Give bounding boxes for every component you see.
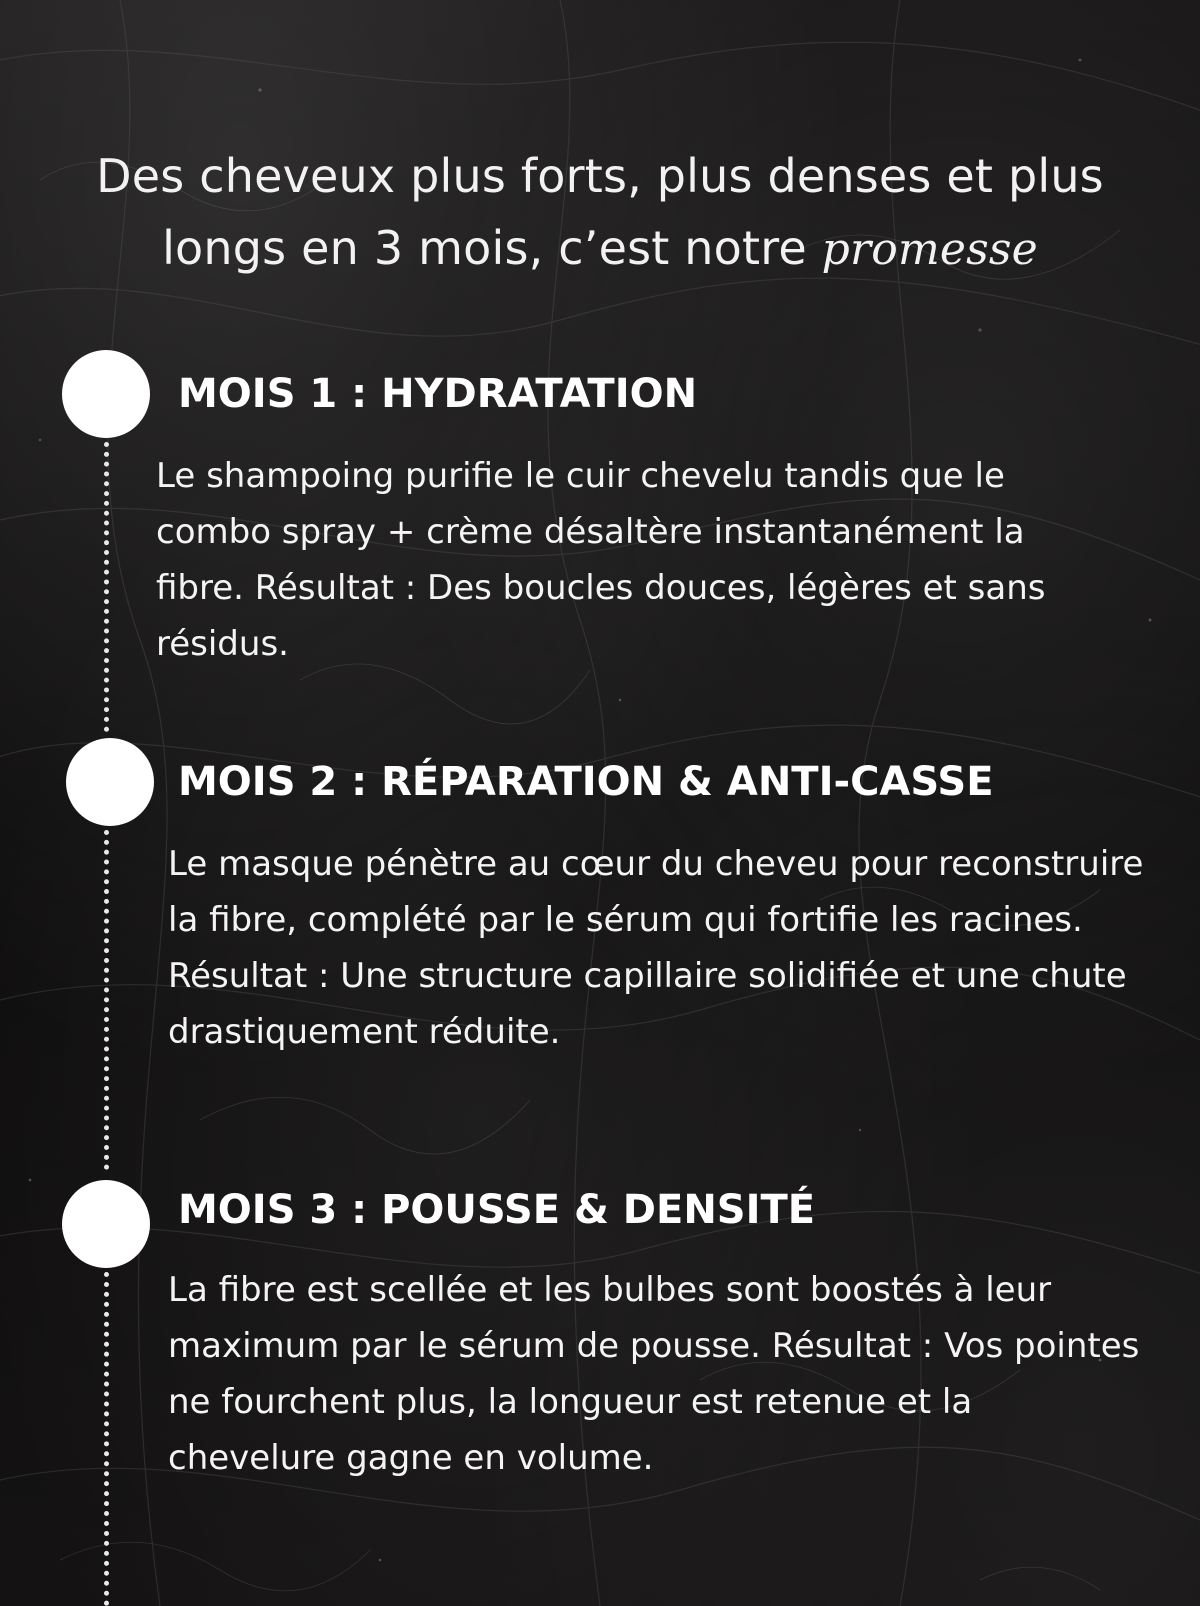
timeline-connector-1: [104, 442, 109, 732]
headline-text: Des cheveux plus forts, plus denses et plus longs en 3 mois, c’est notre: [96, 149, 1104, 275]
month-3-title: MOIS 3 : POUSSE & DENSITÉ: [178, 1187, 816, 1233]
month-2-title: MOIS 2 : RÉPARATION & ANTI-CASSE: [178, 759, 994, 805]
month-1-title: MOIS 1 : HYDRATATION: [178, 371, 698, 417]
month-2-description: Le masque pénètre au cœur du cheveu pour reconstruire la fibre, complété par le sérum qui fortifie les racines. Résultat : Une structure capillaire solidifiée et une chute drastiquement réduite.: [168, 844, 1144, 1052]
month-1-description: Le shampoing purifie le cuir chevelu tandis que le combo spray + crème désaltère instantanément la fibre. Résultat : Des boucles douces, légères et sans résidus.: [156, 456, 1046, 664]
headline: [60, 140, 1140, 286]
month-3-description: La fibre est scellée et les bulbes sont boostés à leur maximum par le sérum de pousse. Résultat : Vos pointes ne fourchent plus, la longueur est retenue et la chevelure gagne en volume.: [168, 1270, 1140, 1478]
headline-accent-word: promesse: [821, 224, 1038, 275]
timeline-connector-3: [104, 1272, 109, 1606]
timeline-dot-month-1: [62, 350, 150, 438]
timeline-connector-2: [104, 830, 109, 1170]
timeline-dot-month-2: [66, 738, 154, 826]
timeline-dot-month-3: [62, 1180, 150, 1268]
